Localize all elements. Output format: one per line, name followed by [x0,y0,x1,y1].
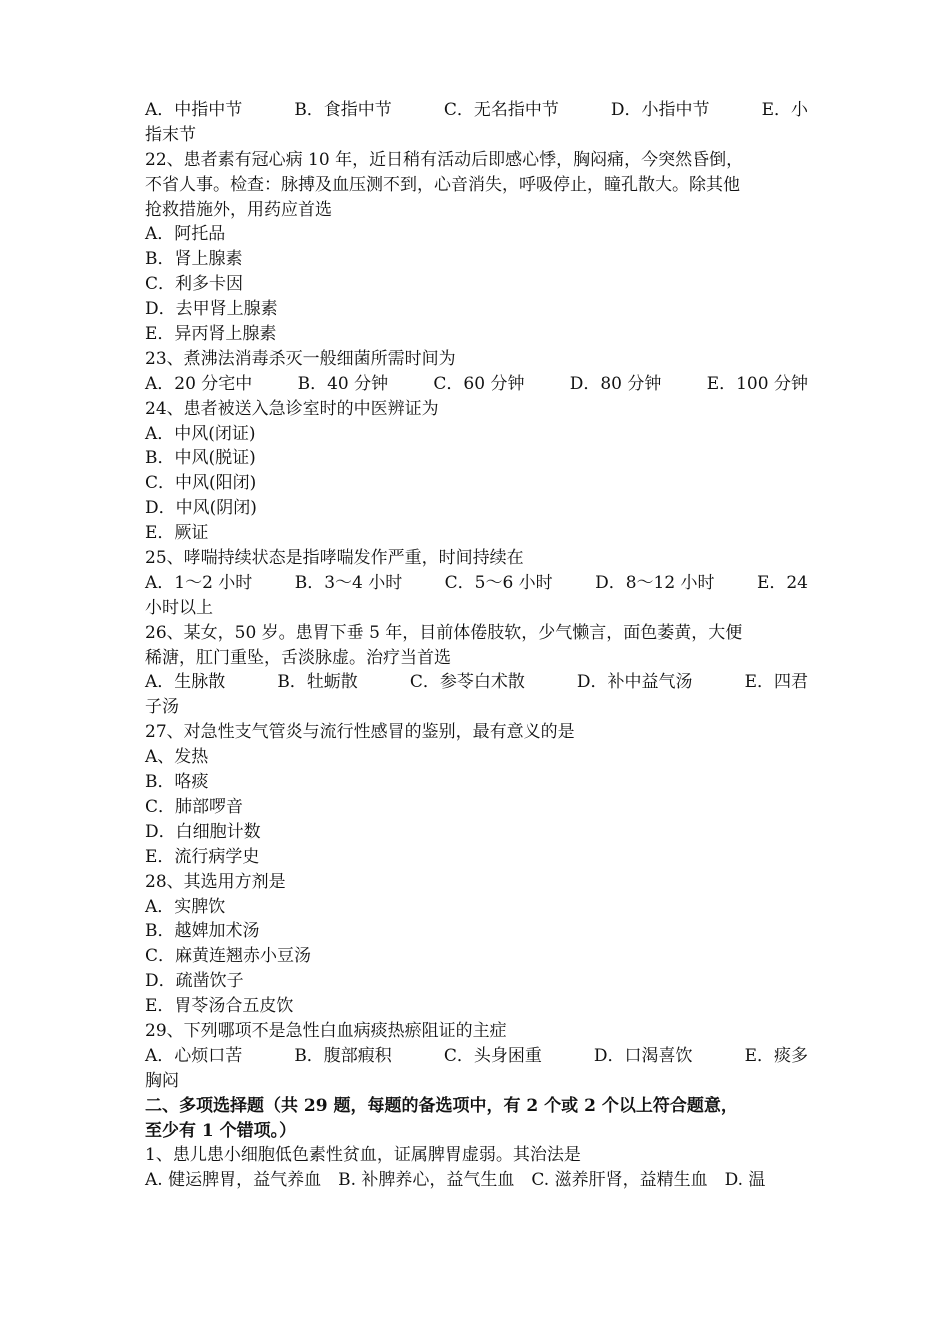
text-line: B．越婢加术汤 [145,921,260,942]
text-line: C．中风(阳闭) [145,473,257,494]
text-line: 稀溏，肛门重坠，舌淡脉虚。治疗当首选 [145,647,451,668]
text-line: 23、煮沸法消毒杀灭一般细菌所需时间为 [145,348,456,369]
text-line: E．流行病学史 [145,846,260,867]
option-item: A．生脉散 [145,672,226,693]
text-line: 指末节 [145,124,196,145]
option-item: A．中指中节 [145,100,243,120]
option-item: E．100 分钟 [706,373,808,394]
text-line: 28、其选用方剂是 [145,871,286,892]
option-item: A．20 分宅中 [145,373,253,394]
text-line: B．中风(脱证) [145,448,256,469]
option-item: B．腹部瘕积 [294,1045,392,1066]
text-line: 小时以上 [145,597,213,618]
section-heading-line: 二、多项选择题（共 29 题，每题的备选项中，有 2 个或 2 个以上符合题意， [145,1095,738,1116]
option-item: D．口渴喜饮 [593,1045,693,1066]
section-heading-line: 至少有 1 个错项。） [145,1120,297,1141]
option-item: C．60 分钟 [433,373,525,394]
text-line: 24、患者被送入急诊室时的中医辨证为 [145,398,439,419]
text-line: D．疏凿饮子 [145,971,244,992]
option-item: D．小指中节 [610,100,710,120]
text-line: D．中风(阴闭) [145,498,257,519]
text-line: 1、患儿患小细胞低色素性贫血，证属脾胃虚弱。其治法是 [145,1145,581,1166]
option-item: E．24 [756,572,808,593]
text-line: E．异丙肾上腺素 [145,324,277,345]
text-line: C．肺部啰音 [145,796,244,817]
option-item: A．1～2 小时 [145,572,253,593]
option-item: C．参苓白术散 [409,672,525,693]
text-line: 26、某女，50 岁。患胃下垂 5 年，目前体倦肢软，少气懒言，面色萎黄，大便 [145,622,743,643]
text-line: A．实脾饮 [145,896,226,917]
option-item: E．小 [761,100,808,120]
options-row [145,98,808,123]
option-item: D．8～12 小时 [595,572,715,593]
text-line: 29、下列哪项不是急性白血病痰热瘀阻证的主症 [145,1020,507,1041]
text-line: C．利多卡因 [145,274,244,295]
option-item: E．痰多 [744,1045,808,1066]
option-item: B．3～4 小时 [294,572,403,593]
options-row [145,1044,808,1069]
text-line: B．咯痰 [145,772,209,793]
options-row [145,372,808,397]
text-line: A. 健运脾胃，益气养血 B. 补脾养心，益气生血 C. 滋养肝肾，益精生血 D. 温 [145,1170,766,1191]
text-line: E．厥证 [145,523,209,544]
option-item: D．补中益气汤 [576,672,693,693]
text-line: 子汤 [145,697,179,718]
option-item: D．80 分钟 [569,373,662,394]
text-line: 27、对急性支气管炎与流行性感冒的鉴别，最有意义的是 [145,722,575,743]
option-item: B．食指中节 [294,100,392,120]
text-line: A、发热 [145,747,209,768]
option-item: E．四君 [744,672,808,693]
option-item: B．40 分钟 [297,373,389,394]
text-line: A．中风(闭证) [145,423,256,444]
option-item: C．5～6 小时 [444,572,553,593]
options-row [145,670,808,695]
option-item: C．无名指中节 [443,100,559,120]
text-line: C．麻黄连翘赤小豆汤 [145,946,312,967]
text-line: A．阿托品 [145,224,226,245]
text-line: 22、患者素有冠心病 10 年，近日稍有活动后即感心悸，胸闷痛，今突然昏倒， [145,149,744,170]
text-line: E．胃苓汤合五皮饮 [145,996,294,1017]
text-line: D．白细胞计数 [145,821,261,842]
text-line: 抢救措施外，用药应首选 [145,199,332,220]
text-line: B．肾上腺素 [145,249,243,270]
text-line: 25、哮喘持续状态是指哮喘发作严重，时间持续在 [145,548,524,569]
option-item: B．牡蛎散 [277,672,358,693]
document-body [145,98,815,1193]
text-line: D．去甲肾上腺素 [145,299,278,320]
option-item: C．头身困重 [443,1045,542,1066]
option-item: A．心烦口苦 [145,1045,243,1066]
text-line: 胸闷 [145,1070,179,1091]
options-row [145,571,808,596]
text-line: 不省人事。检查：脉搏及血压测不到，心音消失，呼吸停止，瞳孔散大。除其他 [145,174,740,195]
